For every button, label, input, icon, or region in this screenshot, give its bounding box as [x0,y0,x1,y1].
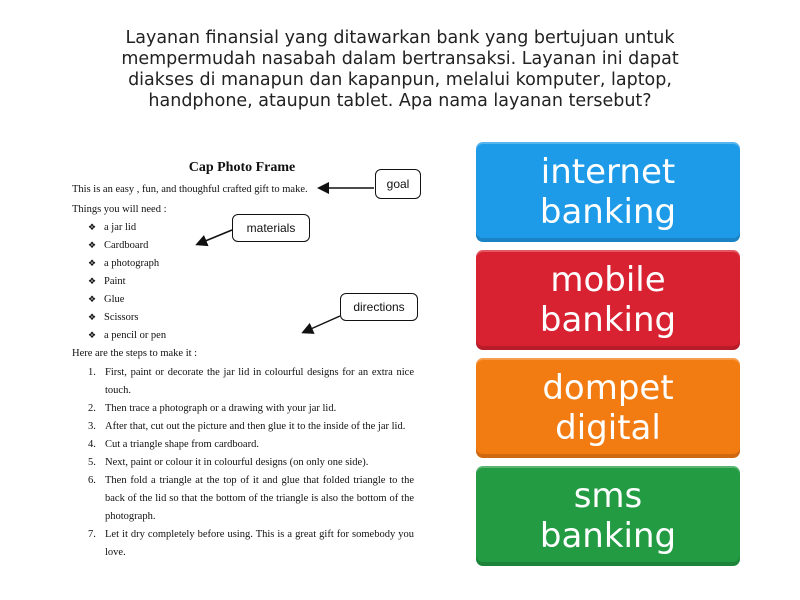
answer-button-dompet-digital[interactable] [476,358,740,458]
bullet-icon: ❖ [88,294,97,304]
question-line: diakses di manapun dan kapanpun, melalui komputer, laptop, [128,70,672,90]
material-item: ❖ Cardboard [88,240,149,251]
step-item: 4. Cut a triangle shape from cardboard. [88,439,259,450]
bullet-icon: ❖ [88,258,97,268]
answer-label: banking [539,192,677,232]
answer-label: sms [573,476,643,516]
bullet-icon: ❖ [88,222,97,232]
bullet-icon: ❖ [88,312,97,322]
material-item: ❖ a jar lid [88,222,137,233]
answer-label: mobile [550,260,666,300]
material-item: ❖ Paint [88,276,126,287]
step-item: 5. Next, paint or colour it in colourful designs (on only one side). [88,457,369,468]
answer-label: banking [539,516,677,556]
callout-arrows [62,150,434,570]
answer-label: banking [539,300,677,340]
step-item: 7. Let it dry completely before using. This is a great gift for somebody you love. [88,529,414,558]
answer-button-mobile-banking[interactable] [476,250,740,350]
question-line: mempermudah nasabah dalam bertransaksi. Layanan ini dapat [121,49,679,69]
materials-arrow [198,230,232,244]
material-item: ❖ Glue [88,294,125,305]
doc-title: Cap Photo Frame [188,160,296,175]
step-item: 3. After that, cut out the picture and then glue it to the inside of the jar lid. [88,421,406,432]
material-item: ❖ Scissors [88,312,139,323]
step-item: 1. First, paint or decorate the jar lid in colourful designs for an extra nice touch. [88,367,414,396]
doc-materials-heading: Things you will need : [72,204,167,215]
directions-callout: directions [340,293,418,321]
step-item: 6. Then fold a triangle at the top of it and glue that folded triangle to the back of the lid so that the bottom of the triangle is also the bottom of the photograph. [88,475,414,522]
materials-callout: materials [232,214,310,242]
step-item: 2. Then trace a photograph or a drawing with your jar lid. [88,403,337,414]
bullet-icon: ❖ [88,276,97,286]
doc-goal-text: This is an easy , fun, and thoughful crafted gift to make. [72,184,308,195]
answer-label: internet [540,152,676,192]
goal-callout: goal [375,169,421,199]
question-image [62,150,434,570]
question-text [100,28,700,112]
bullet-icon: ❖ [88,240,97,250]
question-line: handphone, ataupun tablet. Apa nama layanan tersebut? [148,91,652,111]
answer-label: digital [555,408,661,448]
doc-steps-heading: Here are the steps to make it : [72,348,198,359]
question-line: Layanan finansial yang ditawarkan bank yang bertujuan untuk [125,28,675,48]
answer-label: dompet [542,368,674,408]
material-item: ❖ a photograph [88,258,160,269]
answer-button-internet-banking[interactable] [476,142,740,242]
material-item: ❖ a pencil or pen [88,330,167,341]
bullet-icon: ❖ [88,330,97,340]
answer-button-sms-banking[interactable] [476,466,740,566]
directions-arrow [304,316,340,332]
